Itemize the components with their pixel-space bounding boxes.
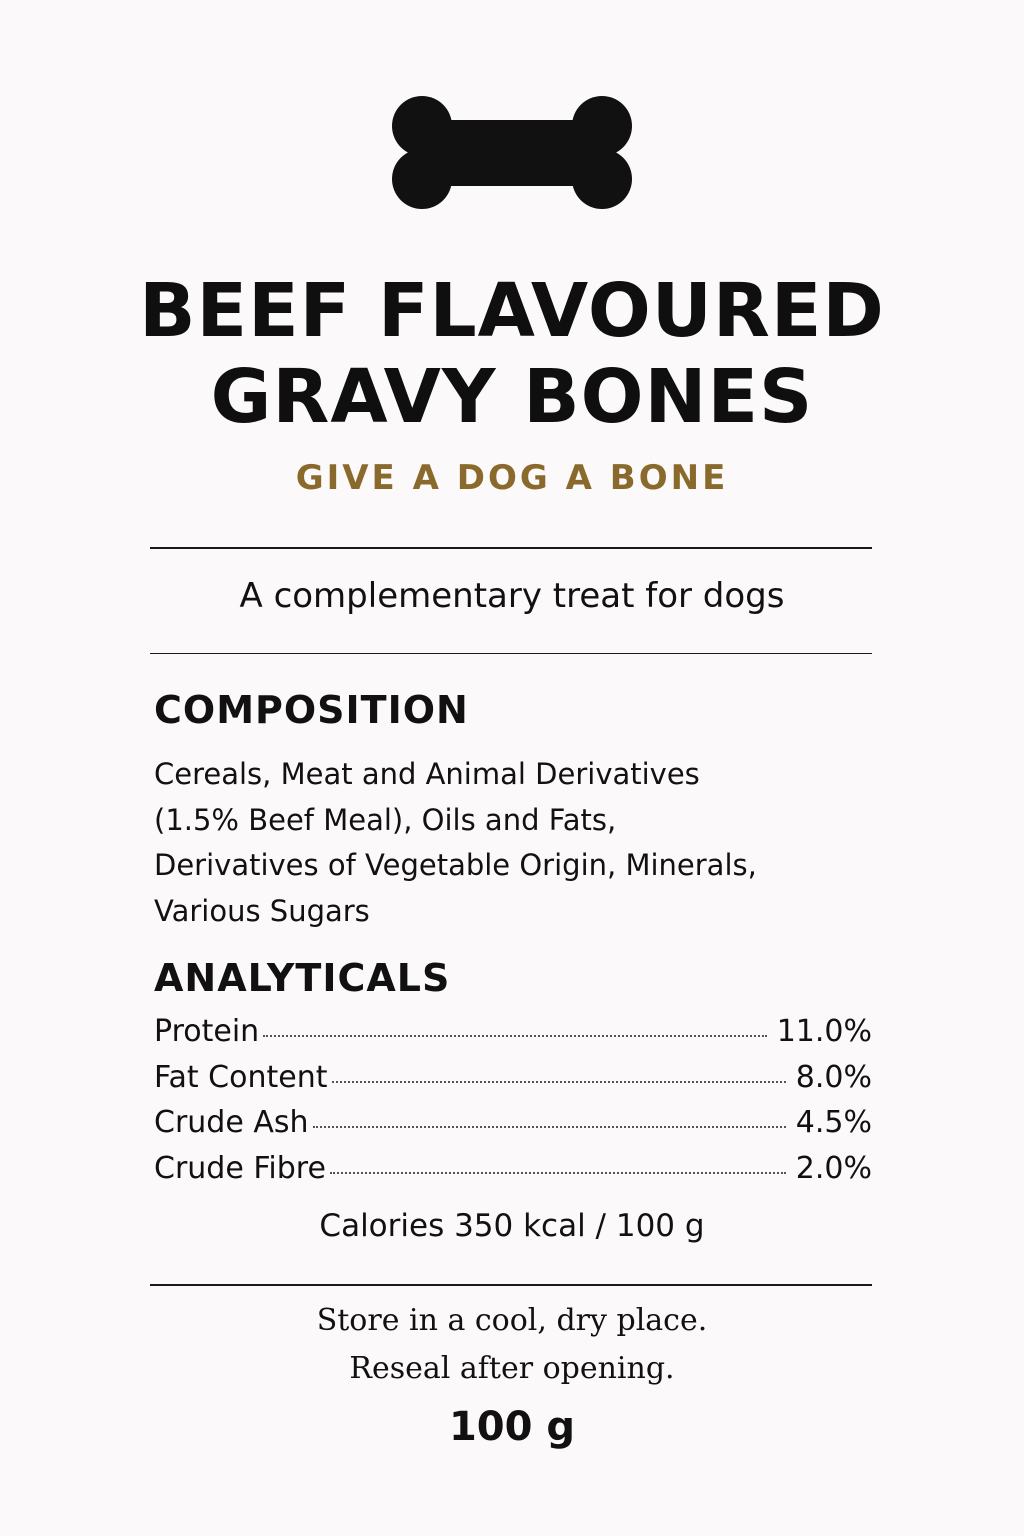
analytical-name: Crude Fibre (154, 1150, 326, 1186)
analytical-value: 8.0% (795, 1059, 872, 1095)
analytical-name: Crude Ash (154, 1105, 309, 1140)
analytical-row-fat (154, 1055, 872, 1101)
analyticals-heading: ANALYTICALS (154, 956, 451, 1000)
composition-line: Cereals, Meat and Animal Derivatives (154, 757, 700, 791)
composition-heading: COMPOSITION (154, 688, 469, 732)
product-title-line-2: GRAVY BONES (210, 354, 814, 440)
storage-instruction: Store in a cool, dry place. (316, 1303, 708, 1338)
analytical-name: Protein (154, 1014, 260, 1049)
analytical-value: 11.0% (776, 1014, 872, 1049)
composition-line: Various Sugars (154, 893, 370, 928)
tagline: GIVE A DOG A BONE (295, 458, 729, 498)
analytical-name: Fat Content (154, 1059, 328, 1095)
dot-leader (332, 1081, 786, 1083)
analytical-row-ash (154, 1100, 872, 1146)
dot-leader (330, 1172, 786, 1174)
divider-bottom (150, 1284, 872, 1286)
analytical-value: 4.5% (795, 1105, 872, 1140)
reseal-instruction: Reseal after opening. (349, 1351, 675, 1386)
net-weight: 100 g (448, 1404, 576, 1450)
analytical-value: 2.0% (795, 1150, 872, 1186)
bone-icon (389, 95, 635, 211)
dot-leader (313, 1126, 786, 1128)
product-title-line-1: BEEF FLAVOURED (139, 268, 885, 354)
composition-line: Derivatives of Vegetable Origin, Minerals, (154, 848, 757, 882)
divider-middle (150, 653, 872, 654)
analytical-row-fibre (154, 1146, 872, 1192)
analyticals-table (154, 1009, 872, 1191)
product-description: A complementary treat for dogs (239, 576, 785, 616)
analytical-row-protein (154, 1009, 872, 1055)
dot-leader (263, 1035, 767, 1037)
composition-text (154, 752, 854, 934)
composition-line: (1.5% Beef Meal), Oils and Fats, (154, 802, 617, 837)
calories: Calories 350 kcal / 100 g (319, 1208, 705, 1244)
divider-top (150, 547, 872, 549)
